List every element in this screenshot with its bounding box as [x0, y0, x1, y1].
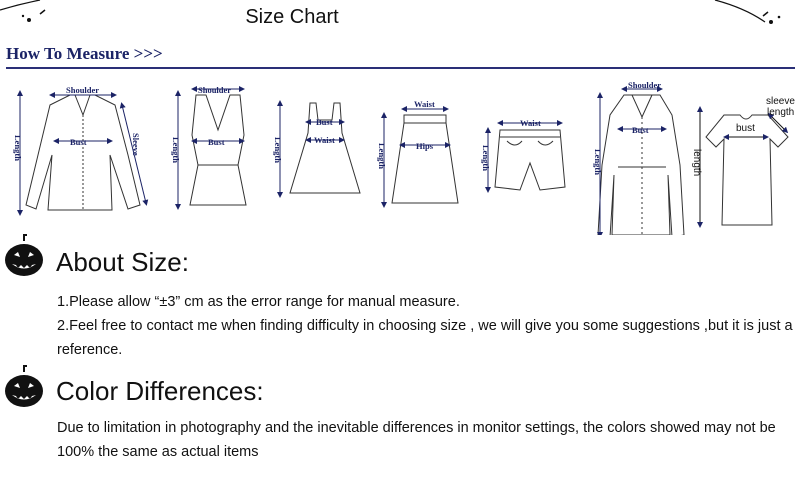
- sleeve-label-lower: sleeve: [766, 96, 795, 107]
- how-to-measure-heading: How To Measure >>>: [6, 44, 163, 63]
- waist-label-3: Waist: [520, 118, 541, 128]
- shoulder-label: Shoulder: [66, 85, 100, 95]
- shoulder-label-2: Shoulder: [198, 85, 232, 95]
- shorts-diagram: [488, 123, 565, 190]
- pumpkin-icon-2: [3, 364, 45, 410]
- waist-label-2: Waist: [414, 99, 435, 109]
- coat-diagram: [598, 89, 684, 235]
- bust-label-lower: bust: [736, 123, 755, 134]
- length-label-lower: length: [691, 149, 702, 177]
- hips-label: Hips: [416, 141, 434, 151]
- bust-label: Bust: [70, 137, 87, 147]
- color-differences-title: Color Differences:: [56, 376, 264, 406]
- skirt-diagram: [384, 109, 458, 205]
- length-label: Length: [13, 135, 23, 161]
- corner-ornament-right: [705, 0, 800, 30]
- waist-label: Waist: [314, 135, 335, 145]
- page-title: Size Chart: [245, 6, 339, 28]
- about-size-line-2: 2.Feel free to contact me when finding difficulty in choosing size , we will give you some suggestions ,but it is just a reference.: [57, 318, 793, 358]
- length-label-2: Length: [171, 137, 181, 163]
- length-label-5: Length: [481, 145, 491, 171]
- bust-label-2: Bust: [208, 137, 225, 147]
- length-label-lower-sleeve: length: [767, 107, 795, 118]
- color-differences-text: Due to limitation in photography and the inevitable differences in monitor settings, the colors showed may not be 100% the same as actual items: [57, 420, 776, 460]
- bust-label-3: Bust: [316, 117, 333, 127]
- length-label-4: Length: [377, 143, 387, 169]
- shirt-diagram: [20, 93, 146, 213]
- top-diagram: [178, 89, 246, 207]
- heading-divider: [6, 67, 795, 69]
- about-size-title: About Size:: [56, 247, 189, 277]
- about-size-line-1: 1.Please allow “±3” cm as the error range for manual measure.: [57, 294, 460, 310]
- sleeve-label: Sleeve: [131, 133, 141, 156]
- pumpkin-icon: [3, 233, 45, 279]
- measurement-diagrams: [0, 75, 800, 235]
- length-label-6: Length: [593, 149, 603, 175]
- length-label-3: Length: [273, 137, 283, 163]
- shoulder-label-3: Shoulder: [628, 80, 662, 90]
- bust-label-4: Bust: [632, 125, 649, 135]
